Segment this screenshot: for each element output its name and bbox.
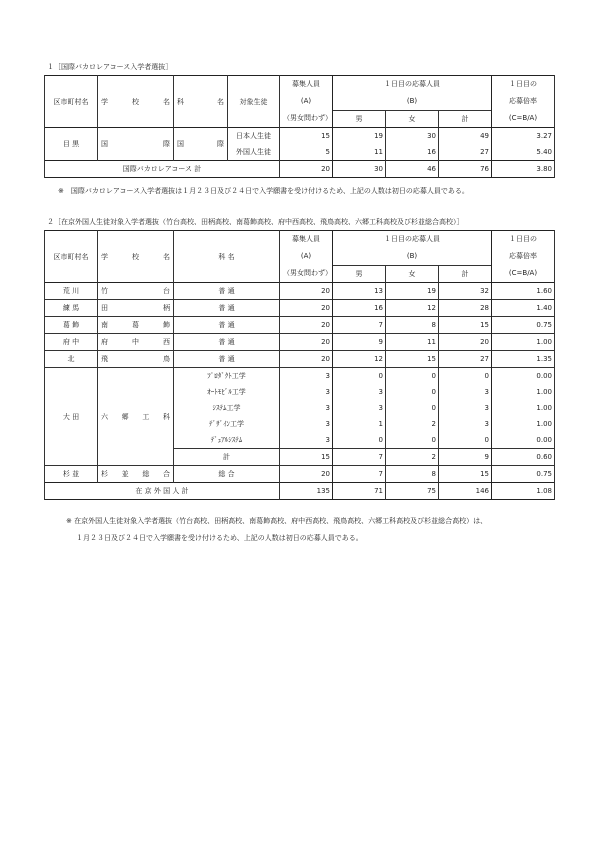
header-course: 科 名 [174,231,280,283]
header-ratio [492,76,555,128]
header-applicants-line: １日目の応募人員 [384,235,440,243]
ratio-cell: 0.00 [492,432,555,449]
male-cell: 7 [333,317,386,334]
table-row [45,300,555,317]
header-female: 女 [386,266,439,283]
male-cell: 11 [333,144,386,161]
grand-total-row [45,161,555,178]
capacity-cell: 3 [280,416,333,432]
ib-course-table [44,75,555,178]
total-cell: 27 [439,144,492,161]
female-cell: 46 [386,161,439,178]
header-school: 学 校 名 [98,76,174,128]
capacity-cell: 20 [280,466,333,483]
region-cell: 目 黒 [45,128,98,161]
male-cell: 0 [333,368,386,385]
region-cell: 葛 飾 [45,317,98,334]
male-cell: 19 [333,128,386,145]
ratio-cell: 1.35 [492,351,555,368]
total-cell: 146 [439,483,492,500]
section1-title: １［国際バカロレアコース入学者選抜］ [47,63,173,71]
female-cell: 0 [386,400,439,416]
male-cell: 9 [333,334,386,351]
table-row [45,317,555,334]
female-cell: 0 [386,384,439,400]
region-cell: 府 中 [45,334,98,351]
ratio-cell: 1.08 [492,483,555,500]
subtotal-label: 計 [174,449,280,466]
header-applicants-line: １日目の応募人員 [384,80,440,88]
ratio-cell: 1.00 [492,334,555,351]
capacity-cell: 3 [280,400,333,416]
male-cell: 7 [333,466,386,483]
section2-note-line1: ※ 在京外国人生徒対象入学者選抜（竹台高校、田柄高校、南葛飾高校、府中西高校、飛鳥高校、六郷工科高校及び杉並総合高校）は、 [66,517,488,525]
header-school: 学 校 名 [98,231,174,283]
ratio-cell: 3.27 [492,128,555,145]
female-cell: 8 [386,317,439,334]
course-cell: 国 際 [174,128,228,161]
school-cell: 府 中 西 [98,334,174,351]
ratio-cell: 1.60 [492,283,555,300]
female-cell: 8 [386,466,439,483]
total-cell: 3 [439,384,492,400]
capacity-cell: 135 [280,483,333,500]
total-cell: 9 [439,449,492,466]
female-cell: 2 [386,449,439,466]
course-cell: ｵｰﾄﾓﾋﾞﾙ工学 [174,384,280,400]
course-cell: 普 通 [174,334,280,351]
total-cell: 3 [439,400,492,416]
ratio-cell: 5.40 [492,144,555,161]
ratio-cell: 1.40 [492,300,555,317]
school-cell: 南 葛 飾 [98,317,174,334]
total-cell: 15 [439,466,492,483]
male-cell: 13 [333,283,386,300]
grand-total-row [45,483,555,500]
male-cell: 1 [333,416,386,432]
female-cell: 75 [386,483,439,500]
header-total: 計 [439,111,492,128]
course-cell: ﾃﾞｭｱﾙｼｽﾃﾑ [174,432,280,449]
capacity-cell: 3 [280,384,333,400]
header-ratio-line: 応募倍率 [509,252,537,260]
course-cell: 総 合 [174,466,280,483]
ratio-cell: 0.60 [492,449,555,466]
capacity-cell: 20 [280,351,333,368]
female-cell: 19 [386,283,439,300]
foreign-student-table [44,230,555,500]
male-cell: 16 [333,300,386,317]
capacity-cell: 3 [280,368,333,385]
header-capacity-line: (A) [300,97,312,105]
male-cell: 12 [333,351,386,368]
table-row [45,351,555,368]
capacity-cell: 20 [280,283,333,300]
male-cell: 0 [333,432,386,449]
course-cell: 普 通 [174,300,280,317]
male-cell: 30 [333,161,386,178]
total-cell: 3 [439,416,492,432]
header-ratio-line: (C=B/A) [508,114,538,122]
table-row [45,283,555,300]
school-cell: 六 郷 工 科 [98,368,174,466]
ratio-cell: 1.00 [492,384,555,400]
header-applicants [333,231,492,266]
female-cell: 30 [386,128,439,145]
header-capacity [280,76,333,128]
target-cell: 日本人生徒 [228,128,280,145]
region-cell: 荒 川 [45,283,98,300]
total-cell: 28 [439,300,492,317]
male-cell: 3 [333,384,386,400]
header-ratio-line: (C=B/A) [508,269,538,277]
total-cell: 20 [439,334,492,351]
total-cell: 49 [439,128,492,145]
header-capacity-line: 募集人員 [292,235,320,243]
header-capacity [280,231,333,283]
total-cell: 32 [439,283,492,300]
grand-total-label: 国際バカロレアコース 計 [45,161,280,178]
region-cell: 練 馬 [45,300,98,317]
header-region: 区市町村名 [45,231,98,283]
section2-note-line2: １月２３日及び２４日で入学願書を受け付けるため、上記の人数は初日の応募人員である。 [76,534,363,542]
school-cell: 飛 鳥 [98,351,174,368]
female-cell: 12 [386,300,439,317]
ratio-cell: 1.00 [492,400,555,416]
header-total: 計 [439,266,492,283]
table-row [45,334,555,351]
capacity-cell: 15 [280,449,333,466]
total-cell: 0 [439,368,492,385]
school-cell: 田 柄 [98,300,174,317]
course-cell: 普 通 [174,317,280,334]
total-cell: 27 [439,351,492,368]
header-region: 区市町村名 [45,76,98,128]
female-cell: 16 [386,144,439,161]
section2-title: ２［在京外国人生徒対象入学者選抜（竹台高校、田柄高校、南葛飾高校、府中西高校、飛鳥高校、六郷工科高校及び杉並総合高校）］ [47,218,464,226]
female-cell: 0 [386,432,439,449]
total-cell: 0 [439,432,492,449]
male-cell: 7 [333,449,386,466]
capacity-cell: 20 [280,317,333,334]
header-ratio-line: 応募倍率 [509,97,537,105]
capacity-cell: 20 [280,334,333,351]
table-row [45,466,555,483]
course-cell: 普 通 [174,283,280,300]
female-cell: 11 [386,334,439,351]
table-row [45,368,555,385]
region-cell: 大 田 [45,368,98,466]
female-cell: 0 [386,368,439,385]
capacity-cell: 3 [280,432,333,449]
ratio-cell: 0.00 [492,368,555,385]
capacity-cell: 20 [280,300,333,317]
course-cell: ﾌﾟﾛﾀﾞｸﾄ工学 [174,368,280,385]
course-cell: ﾃﾞｻﾞｲﾝ工学 [174,416,280,432]
table-row [45,128,555,145]
header-capacity-line: (A) [300,252,312,260]
capacity-cell: 5 [280,144,333,161]
region-cell: 北 [45,351,98,368]
header-capacity-line: （男女問わず） [283,114,332,122]
total-cell: 76 [439,161,492,178]
header-applicants [333,76,492,111]
course-cell: ｼｽﾃﾑ工学 [174,400,280,416]
female-cell: 2 [386,416,439,432]
header-ratio [492,231,555,283]
capacity-cell: 15 [280,128,333,145]
header-course: 科 名 [174,76,228,128]
capacity-cell: 20 [280,161,333,178]
header-capacity-line: （男女問わず） [283,269,332,277]
header-target: 対象生徒 [228,76,280,128]
school-cell: 竹 台 [98,283,174,300]
ratio-cell: 3.80 [492,161,555,178]
header-male: 男 [333,266,386,283]
header-male: 男 [333,111,386,128]
ratio-cell: 1.00 [492,416,555,432]
region-cell: 杉 並 [45,466,98,483]
header-female: 女 [386,111,439,128]
male-cell: 3 [333,400,386,416]
header-applicants-line: (B) [406,97,418,105]
grand-total-label: 在 京 外 国 人 計 [45,483,280,500]
school-cell: 国 際 [98,128,174,161]
ratio-cell: 0.75 [492,317,555,334]
course-cell: 普 通 [174,351,280,368]
header-applicants-line: (B) [406,252,418,260]
header-ratio-line: １日目の [509,235,537,243]
ratio-cell: 0.75 [492,466,555,483]
school-cell: 杉 並 総 合 [98,466,174,483]
header-ratio-line: １日目の [509,80,537,88]
male-cell: 71 [333,483,386,500]
section1-note: ※ 国際バカロレアコース入学者選抜は１月２３日及び２４日で入学願書を受け付けるため、上記の人数は初日の応募人員である。 [58,187,469,195]
target-cell: 外国人生徒 [228,144,280,161]
female-cell: 15 [386,351,439,368]
header-capacity-line: 募集人員 [292,80,320,88]
total-cell: 15 [439,317,492,334]
